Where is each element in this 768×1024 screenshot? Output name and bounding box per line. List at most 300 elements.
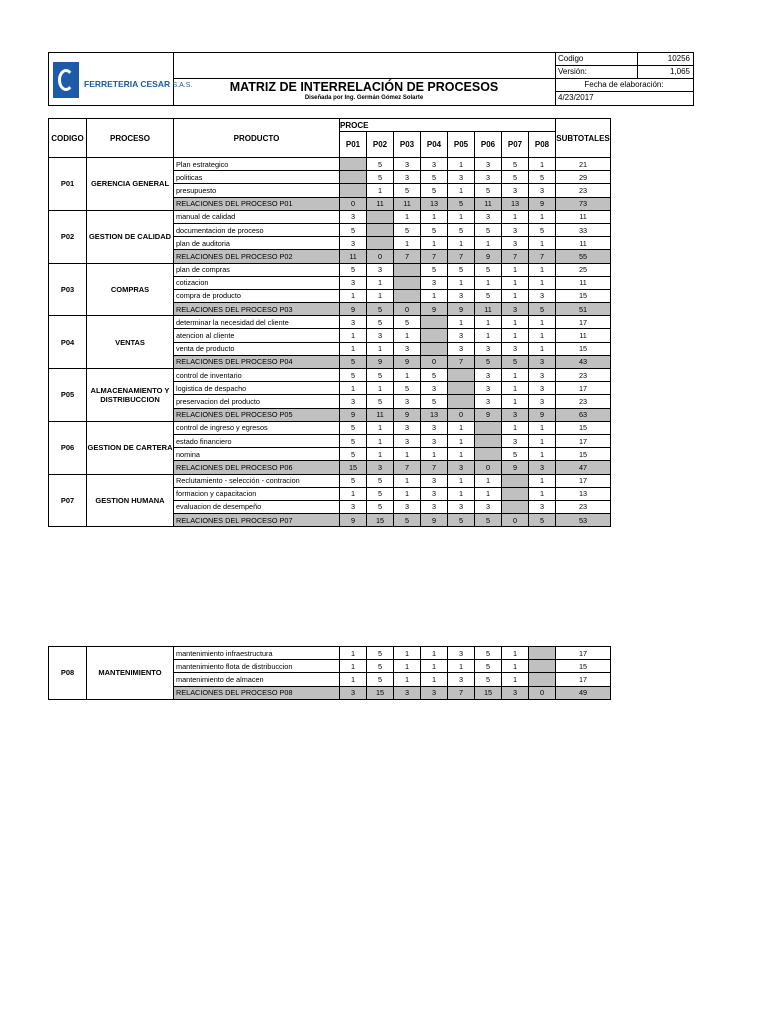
product-cell: presupuesto (174, 184, 340, 197)
process-name: COMPRAS (87, 263, 174, 316)
value-cell-p07: 3 (502, 342, 529, 355)
value-cell-p06: 1 (475, 316, 502, 329)
value-cell-p01: 1 (340, 673, 367, 686)
value-cell-p06: 9 (475, 408, 502, 421)
value-cell-p02: 11 (367, 197, 394, 210)
page-subtitle: Diseñada por Ing. Germán Gómez Solarte (304, 95, 424, 101)
col-header-subtotales: SUBTOTALES (556, 119, 611, 158)
value-cell-p05: 3 (448, 500, 475, 513)
value-cell-p01 (340, 171, 367, 184)
value-cell-p01: 3 (340, 395, 367, 408)
value-cell-p03 (394, 276, 421, 289)
process-code: P03 (49, 263, 87, 316)
value-cell-p07: 1 (502, 660, 529, 673)
value-cell-p04: 7 (421, 461, 448, 474)
value-cell-p05: 0 (448, 408, 475, 421)
interrelation-matrix (48, 118, 611, 527)
value-cell-p05: 1 (448, 487, 475, 500)
col-header-p04: P04 (421, 132, 448, 158)
subtotal-cell: 55 (556, 250, 611, 263)
subtotal-cell: 11 (556, 210, 611, 223)
value-cell-p08: 1 (529, 316, 556, 329)
value-cell-p02: 5 (367, 171, 394, 184)
value-cell-p01: 1 (340, 487, 367, 500)
value-cell-p05: 5 (448, 223, 475, 236)
subtotal-cell: 23 (556, 369, 611, 382)
value-cell-p01: 1 (340, 647, 367, 660)
value-cell-p08: 3 (529, 395, 556, 408)
value-cell-p03: 3 (394, 395, 421, 408)
subtotal-cell: 43 (556, 355, 611, 368)
value-cell-p05: 5 (448, 514, 475, 527)
value-cell-p05: 3 (448, 461, 475, 474)
value-cell-p04: 5 (421, 395, 448, 408)
codigo-value: 10256 (667, 54, 690, 63)
subtotal-cell: 17 (556, 474, 611, 487)
value-cell-p06: 5 (475, 673, 502, 686)
value-cell-p01: 5 (340, 355, 367, 368)
value-cell-p08: 3 (529, 382, 556, 395)
value-cell-p08: 1 (529, 210, 556, 223)
value-cell-p06: 9 (475, 250, 502, 263)
process-code: P04 (49, 316, 87, 369)
product-cell: nomina (174, 448, 340, 461)
value-cell-p05: 3 (448, 171, 475, 184)
value-cell-p04: 7 (421, 250, 448, 263)
product-cell: venta de producto (174, 342, 340, 355)
product-cell: atencion al cliente (174, 329, 340, 342)
value-cell-p06: 3 (475, 395, 502, 408)
value-cell-p03: 1 (394, 647, 421, 660)
col-header-producto: PRODUCTO (174, 119, 340, 158)
value-cell-p04: 5 (421, 184, 448, 197)
process-code: P07 (49, 474, 87, 527)
value-cell-p02: 0 (367, 250, 394, 263)
value-cell-p02: 3 (367, 329, 394, 342)
value-cell-p08: 3 (529, 289, 556, 302)
value-cell-p01 (340, 184, 367, 197)
title-top-cell (173, 53, 555, 79)
value-cell-p01: 3 (340, 500, 367, 513)
header-row-1 (49, 119, 611, 132)
value-cell-p02: 5 (367, 500, 394, 513)
value-cell-p01: 11 (340, 250, 367, 263)
value-cell-p07: 1 (502, 382, 529, 395)
value-cell-p03: 11 (394, 197, 421, 210)
subtotal-cell: 29 (556, 171, 611, 184)
value-cell-p02: 9 (367, 355, 394, 368)
value-cell-p07: 5 (502, 158, 529, 171)
value-cell-p05: 7 (448, 250, 475, 263)
value-cell-p02: 15 (367, 514, 394, 527)
product-cell: Reclutamiento - selección - contracion (174, 474, 340, 487)
subtotal-cell: 23 (556, 184, 611, 197)
mantenimiento-matrix (48, 646, 611, 700)
value-cell-p02: 1 (367, 342, 394, 355)
value-cell-p01: 5 (340, 369, 367, 382)
subtotal-cell: 13 (556, 487, 611, 500)
value-cell-p08: 1 (529, 276, 556, 289)
value-cell-p05: 1 (448, 237, 475, 250)
col-header-proceso: PROCESO (87, 119, 174, 158)
value-cell-p07: 1 (502, 421, 529, 434)
product-cell: mantenimiento infraestructura (174, 647, 340, 660)
value-cell-p03: 9 (394, 355, 421, 368)
product-cell: estado financiero (174, 434, 340, 447)
value-cell-p07: 13 (502, 197, 529, 210)
value-cell-p05: 1 (448, 434, 475, 447)
product-cell: documentacion de proceso (174, 223, 340, 236)
value-cell-p08: 1 (529, 434, 556, 447)
subtotal-cell: 63 (556, 408, 611, 421)
value-cell-p08: 3 (529, 184, 556, 197)
value-cell-p08: 3 (529, 461, 556, 474)
product-cell: manual de calidad (174, 210, 340, 223)
value-cell-p01: 1 (340, 289, 367, 302)
value-cell-p02: 1 (367, 276, 394, 289)
value-cell-p01 (340, 158, 367, 171)
value-cell-p05: 3 (448, 329, 475, 342)
value-cell-p04: 3 (421, 686, 448, 699)
value-cell-p07: 3 (502, 408, 529, 421)
product-cell: RELACIONES DEL PROCESO P06 (174, 461, 340, 474)
col-header-p03: P03 (394, 132, 421, 158)
fecha-value: 4/23/2017 (558, 93, 594, 102)
value-cell-p06: 5 (475, 184, 502, 197)
value-cell-p02: 15 (367, 686, 394, 699)
product-cell: control de inventario (174, 369, 340, 382)
subtotal-cell: 47 (556, 461, 611, 474)
process-name: GESTION DE CARTERA (87, 421, 174, 474)
value-cell-p03 (394, 289, 421, 302)
process-name: GERENCIA GENERAL (87, 158, 174, 211)
value-cell-p04: 13 (421, 197, 448, 210)
codigo-label: Codigo (558, 54, 584, 63)
value-cell-p03: 3 (394, 686, 421, 699)
value-cell-p06: 3 (475, 158, 502, 171)
value-cell-p06: 3 (475, 369, 502, 382)
value-cell-p01: 9 (340, 514, 367, 527)
product-cell: RELACIONES DEL PROCESO P07 (174, 514, 340, 527)
value-cell-p07: 3 (502, 184, 529, 197)
value-cell-p04: 5 (421, 263, 448, 276)
table-row (49, 421, 611, 434)
value-cell-p05: 1 (448, 184, 475, 197)
value-cell-p04: 3 (421, 382, 448, 395)
value-cell-p05 (448, 395, 475, 408)
value-cell-p04: 5 (421, 223, 448, 236)
value-cell-p03: 3 (394, 342, 421, 355)
value-cell-p03: 3 (394, 158, 421, 171)
value-cell-p02: 5 (367, 487, 394, 500)
value-cell-p03: 1 (394, 448, 421, 461)
value-cell-p04: 1 (421, 448, 448, 461)
subtotal-cell: 51 (556, 303, 611, 316)
value-cell-p02 (367, 210, 394, 223)
value-cell-p07: 1 (502, 210, 529, 223)
value-cell-p03: 5 (394, 223, 421, 236)
value-cell-p08: 1 (529, 448, 556, 461)
value-cell-p06: 3 (475, 382, 502, 395)
logo-cell (49, 53, 193, 105)
page-title: MATRIZ DE INTERRELACIÓN DE PROCESOS (229, 80, 499, 94)
process-code: P05 (49, 369, 87, 422)
value-cell-p08: 1 (529, 158, 556, 171)
value-cell-p01: 3 (340, 686, 367, 699)
value-cell-p01: 3 (340, 237, 367, 250)
value-cell-p08: 1 (529, 342, 556, 355)
process-name: VENTAS (87, 316, 174, 369)
value-cell-p04: 0 (421, 355, 448, 368)
process-name: MANTENIMIENTO (87, 647, 174, 700)
value-cell-p03: 1 (394, 660, 421, 673)
value-cell-p01: 9 (340, 408, 367, 421)
value-cell-p08: 1 (529, 487, 556, 500)
value-cell-p06: 5 (475, 647, 502, 660)
value-cell-p02: 5 (367, 369, 394, 382)
value-cell-p01: 1 (340, 329, 367, 342)
value-cell-p05: 7 (448, 355, 475, 368)
value-cell-p04: 9 (421, 303, 448, 316)
subtotal-cell: 33 (556, 223, 611, 236)
value-cell-p07: 3 (502, 303, 529, 316)
product-cell: mantenimiento flota de distribuccion (174, 660, 340, 673)
subtotal-cell: 17 (556, 434, 611, 447)
value-cell-p08: 1 (529, 421, 556, 434)
value-cell-p03: 5 (394, 184, 421, 197)
value-cell-p06: 5 (475, 223, 502, 236)
value-cell-p02: 5 (367, 395, 394, 408)
value-cell-p05: 5 (448, 197, 475, 210)
subtotal-cell: 17 (556, 673, 611, 686)
value-cell-p07 (502, 487, 529, 500)
subtotal-cell: 23 (556, 395, 611, 408)
value-cell-p01: 5 (340, 474, 367, 487)
subtotal-cell: 17 (556, 647, 611, 660)
value-cell-p04: 1 (421, 237, 448, 250)
value-cell-p03: 1 (394, 673, 421, 686)
value-cell-p04: 3 (421, 474, 448, 487)
subtotal-cell: 11 (556, 276, 611, 289)
value-cell-p02: 5 (367, 316, 394, 329)
value-cell-p06: 1 (475, 474, 502, 487)
value-cell-p06: 11 (475, 197, 502, 210)
process-name: GESTION DE CALIDAD (87, 210, 174, 263)
subtotal-cell: 15 (556, 421, 611, 434)
value-cell-p06 (475, 448, 502, 461)
value-cell-p06: 1 (475, 329, 502, 342)
value-cell-p03: 1 (394, 474, 421, 487)
value-cell-p01: 0 (340, 197, 367, 210)
version-row (555, 66, 693, 79)
value-cell-p08: 1 (529, 263, 556, 276)
value-cell-p02 (367, 223, 394, 236)
value-cell-p01: 1 (340, 660, 367, 673)
value-cell-p04: 3 (421, 487, 448, 500)
value-cell-p08 (529, 660, 556, 673)
value-cell-p01: 9 (340, 303, 367, 316)
value-cell-p07: 3 (502, 686, 529, 699)
value-cell-p01: 15 (340, 461, 367, 474)
value-cell-p05: 3 (448, 289, 475, 302)
value-cell-p06: 11 (475, 303, 502, 316)
subtotal-cell: 25 (556, 263, 611, 276)
value-cell-p08: 0 (529, 686, 556, 699)
value-cell-p01: 5 (340, 263, 367, 276)
product-cell: control de ingreso y egresos (174, 421, 340, 434)
product-cell: RELACIONES DEL PROCESO P03 (174, 303, 340, 316)
value-cell-p05: 3 (448, 647, 475, 660)
value-cell-p04: 1 (421, 660, 448, 673)
value-cell-p04 (421, 316, 448, 329)
subtotal-cell: 17 (556, 382, 611, 395)
value-cell-p02: 5 (367, 303, 394, 316)
value-cell-p03: 5 (394, 514, 421, 527)
col-header-p06: P06 (475, 132, 502, 158)
table-row (49, 263, 611, 276)
product-cell: RELACIONES DEL PROCESO P04 (174, 355, 340, 368)
value-cell-p02: 5 (367, 647, 394, 660)
value-cell-p05: 1 (448, 421, 475, 434)
subtotal-cell: 17 (556, 316, 611, 329)
product-cell: preservacion del producto (174, 395, 340, 408)
subtotal-cell: 11 (556, 237, 611, 250)
col-header-p01: P01 (340, 132, 367, 158)
col-header-p07: P07 (502, 132, 529, 158)
value-cell-p08: 1 (529, 474, 556, 487)
value-cell-p08: 5 (529, 514, 556, 527)
value-cell-p02: 1 (367, 289, 394, 302)
subtotal-cell: 15 (556, 289, 611, 302)
value-cell-p01: 3 (340, 316, 367, 329)
value-cell-p07: 1 (502, 289, 529, 302)
table-row (49, 316, 611, 329)
value-cell-p02: 3 (367, 263, 394, 276)
value-cell-p03: 1 (394, 487, 421, 500)
value-cell-p01: 5 (340, 223, 367, 236)
value-cell-p05: 5 (448, 263, 475, 276)
document-meta (555, 53, 693, 105)
value-cell-p06: 5 (475, 514, 502, 527)
product-cell: determinar la necesidad del cliente (174, 316, 340, 329)
value-cell-p06: 15 (475, 686, 502, 699)
subtotal-cell: 15 (556, 660, 611, 673)
version-value: 1,065 (669, 67, 690, 76)
value-cell-p06: 5 (475, 289, 502, 302)
value-cell-p06: 0 (475, 461, 502, 474)
product-cell: plan de auditoria (174, 237, 340, 250)
value-cell-p04: 9 (421, 514, 448, 527)
process-name: ALMACENAMIENTO Y DISTRIBUCCION (87, 369, 174, 422)
value-cell-p02: 1 (367, 434, 394, 447)
value-cell-p06 (475, 434, 502, 447)
product-cell: evaluacion de desempeño (174, 500, 340, 513)
value-cell-p02: 5 (367, 660, 394, 673)
value-cell-p01: 1 (340, 342, 367, 355)
process-code: P08 (49, 647, 87, 700)
fecha-label-row (555, 79, 693, 92)
company-name: FERRETERIA CESAR S.A.S. (84, 79, 193, 89)
value-cell-p04: 3 (421, 421, 448, 434)
value-cell-p08 (529, 647, 556, 660)
value-cell-p08: 5 (529, 223, 556, 236)
subtotal-cell: 49 (556, 686, 611, 699)
value-cell-p04: 13 (421, 408, 448, 421)
value-cell-p05: 9 (448, 303, 475, 316)
value-cell-p05: 7 (448, 686, 475, 699)
col-header-p05: P05 (448, 132, 475, 158)
value-cell-p05: 3 (448, 342, 475, 355)
product-cell: logistica de despacho (174, 382, 340, 395)
title-cell (173, 53, 556, 105)
value-cell-p07: 1 (502, 395, 529, 408)
value-cell-p07 (502, 500, 529, 513)
fecha-label: Fecha de elaboración: (584, 80, 664, 89)
value-cell-p06: 1 (475, 487, 502, 500)
product-cell: cotizacion (174, 276, 340, 289)
value-cell-p06: 3 (475, 500, 502, 513)
value-cell-p08: 3 (529, 500, 556, 513)
value-cell-p03: 1 (394, 210, 421, 223)
value-cell-p03: 7 (394, 250, 421, 263)
value-cell-p06: 3 (475, 171, 502, 184)
product-cell: compra de producto (174, 289, 340, 302)
value-cell-p01: 1 (340, 382, 367, 395)
process-name: GESTION HUMANA (87, 474, 174, 527)
value-cell-p07: 9 (502, 461, 529, 474)
value-cell-p04: 3 (421, 434, 448, 447)
value-cell-p08: 9 (529, 408, 556, 421)
col-header-p08: P08 (529, 132, 556, 158)
value-cell-p04: 1 (421, 210, 448, 223)
value-cell-p05 (448, 382, 475, 395)
table-row (49, 369, 611, 382)
value-cell-p07: 1 (502, 276, 529, 289)
value-cell-p05: 1 (448, 448, 475, 461)
table-row (49, 647, 611, 660)
value-cell-p05: 3 (448, 673, 475, 686)
value-cell-p08: 3 (529, 355, 556, 368)
value-cell-p05: 1 (448, 210, 475, 223)
version-label: Versión: (558, 67, 587, 76)
product-cell: plan de compras (174, 263, 340, 276)
value-cell-p02: 1 (367, 421, 394, 434)
value-cell-p06: 5 (475, 355, 502, 368)
table-row (49, 158, 611, 171)
value-cell-p06: 1 (475, 237, 502, 250)
value-cell-p05: 1 (448, 158, 475, 171)
value-cell-p08: 1 (529, 237, 556, 250)
value-cell-p04: 1 (421, 673, 448, 686)
value-cell-p01: 3 (340, 210, 367, 223)
value-cell-p05: 1 (448, 474, 475, 487)
value-cell-p08: 3 (529, 369, 556, 382)
value-cell-p04 (421, 342, 448, 355)
value-cell-p07: 5 (502, 355, 529, 368)
value-cell-p02: 5 (367, 158, 394, 171)
value-cell-p04: 3 (421, 276, 448, 289)
process-code: P01 (49, 158, 87, 211)
value-cell-p07: 1 (502, 329, 529, 342)
value-cell-p03: 3 (394, 421, 421, 434)
value-cell-p04: 1 (421, 289, 448, 302)
value-cell-p07: 1 (502, 647, 529, 660)
value-cell-p04 (421, 329, 448, 342)
value-cell-p08: 5 (529, 303, 556, 316)
product-cell: RELACIONES DEL PROCESO P01 (174, 197, 340, 210)
value-cell-p07: 0 (502, 514, 529, 527)
value-cell-p01: 5 (340, 421, 367, 434)
